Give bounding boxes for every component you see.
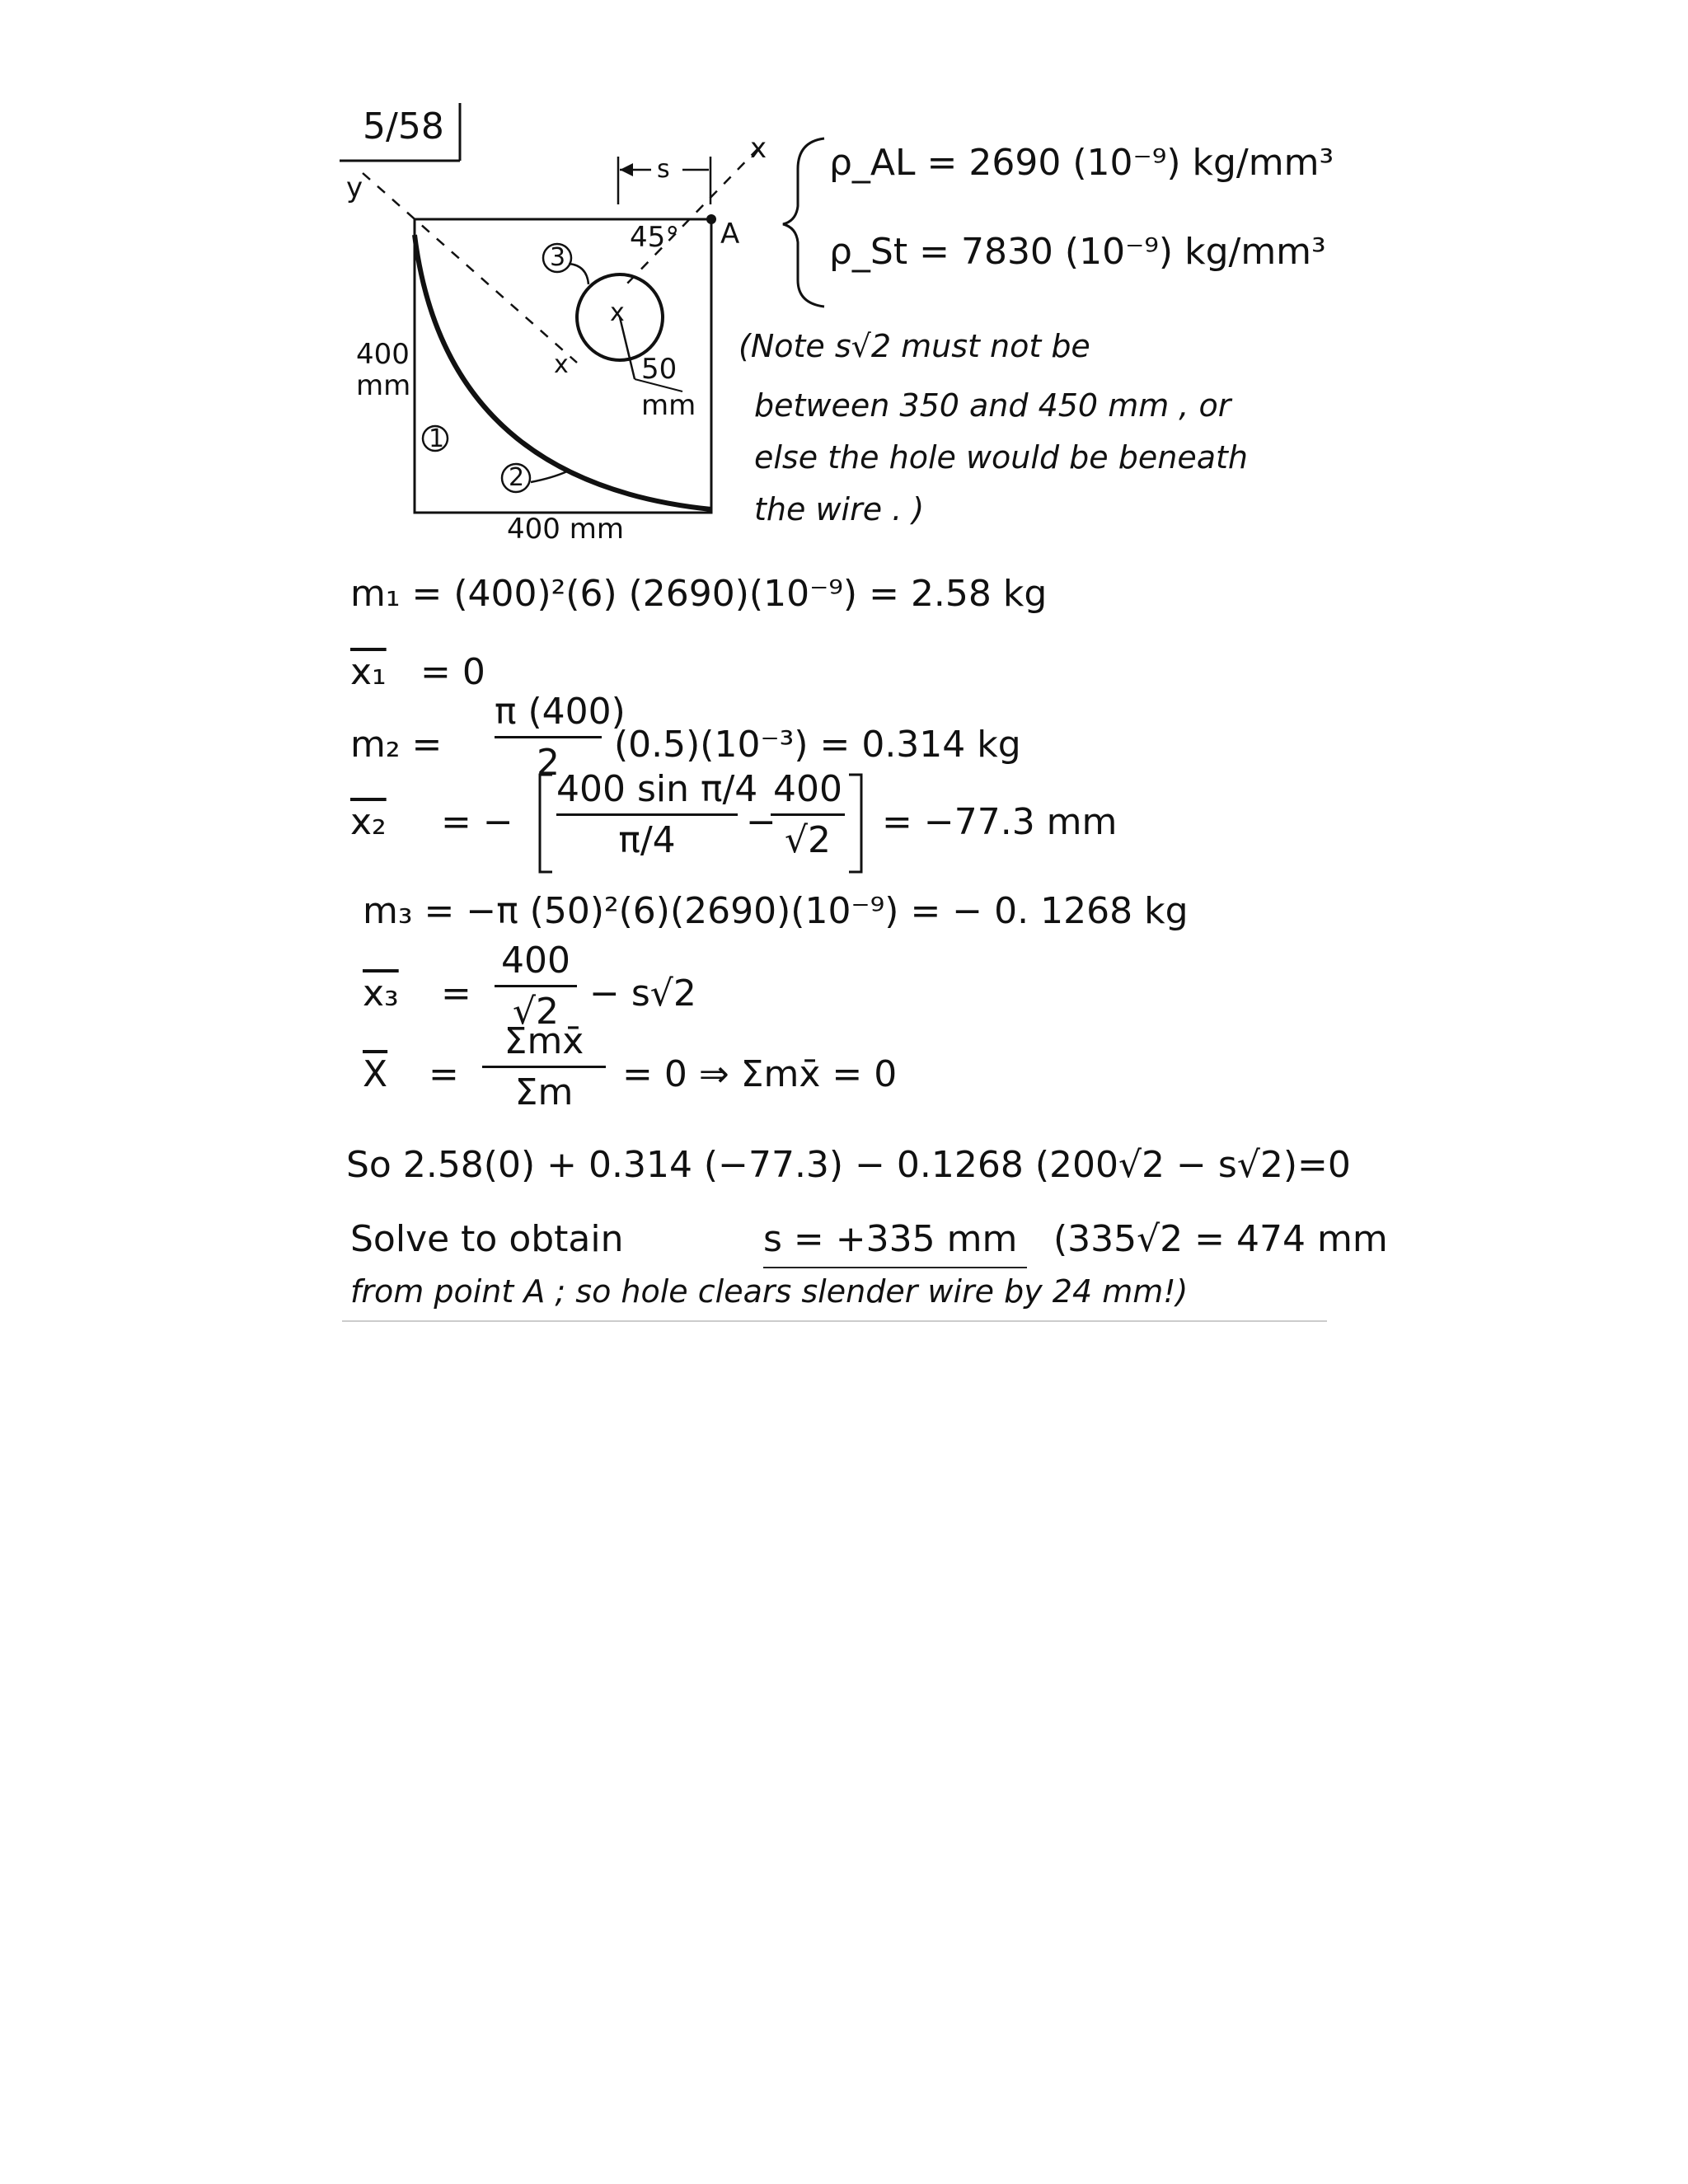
final-remark: from point A ; so hole clears slender wire by 24 mm!) xyxy=(350,1273,1189,1310)
part3-label: 3 xyxy=(550,243,566,272)
note-line-2: between 350 and 450 mm , or xyxy=(754,387,1231,424)
X-fraction-bar xyxy=(482,1066,606,1068)
x2-fraction-bar-2 xyxy=(771,813,845,816)
x3-numerator: 400 xyxy=(501,940,570,982)
x2-numerator-2: 400 xyxy=(773,768,842,810)
m2-denominator: 2 xyxy=(537,742,560,784)
X-numerator: Σmx̄ xyxy=(504,1020,584,1062)
equation-x3-lhs: x₃ xyxy=(363,972,399,1015)
equation-m1: m₁ = (400)²(6) (2690)(10⁻⁹) = 2.58 kg xyxy=(350,573,1048,615)
equation-x1-rhs: = 0 xyxy=(420,651,485,693)
equation-x3-eq: = xyxy=(441,972,471,1015)
centroid-mark: x xyxy=(554,350,569,379)
x2-fraction-bar-1 xyxy=(556,813,738,816)
equation-x2-fraction-2 xyxy=(771,768,845,861)
bottom-dim-label: 400 mm xyxy=(507,513,624,546)
angle-label: 45° xyxy=(630,221,680,254)
solve-answer: s = +335 mm xyxy=(763,1218,1018,1260)
equation-x2-minus: − xyxy=(746,801,776,843)
axis-y-label: y xyxy=(346,171,363,204)
solve-check: (335√2 = 474 mm xyxy=(1053,1218,1388,1260)
x3-fraction-bar xyxy=(495,985,577,987)
density-brace xyxy=(783,138,824,307)
y-axis-dashed xyxy=(363,173,577,363)
x2-right-bracket xyxy=(849,775,861,872)
equation-m2-lhs: m₂ = xyxy=(350,724,443,766)
s-dim-arrow xyxy=(620,163,633,176)
solve-text: Solve to obtain xyxy=(350,1218,624,1260)
equation-x2-eq: = − xyxy=(441,801,513,843)
equation-so: So 2.58(0) + 0.314 (−77.3) − 0.1268 (200√2 − s√2)=0 xyxy=(346,1144,1351,1186)
x3-denominator: √2 xyxy=(512,991,560,1033)
part3-leader xyxy=(569,264,588,284)
equation-X-lhs: $\overline{X}$ xyxy=(363,1053,388,1095)
equation-m2-rest: (0.5)(10⁻³) = 0.314 kg xyxy=(614,724,1021,766)
x2-left-bracket xyxy=(540,775,552,872)
equation-x3-fraction xyxy=(495,940,577,1033)
equation-x3-rest: − s√2 xyxy=(589,972,696,1015)
point-a-label: A xyxy=(720,218,740,251)
hole-center-mark: x xyxy=(610,298,625,327)
note-line-3: else the hole would be beneath xyxy=(754,439,1248,476)
equation-x2-result: = −77.3 mm xyxy=(882,801,1118,843)
equation-X-rest: = 0 ⇒ Σmx̄ = 0 xyxy=(622,1053,898,1095)
side-dim-unit: mm xyxy=(356,369,411,402)
part1-label: 1 xyxy=(429,424,445,453)
side-dim-value: 400 xyxy=(356,338,410,371)
m2-fraction-bar xyxy=(495,736,602,738)
radius-unit: mm xyxy=(641,389,696,422)
point-a-dot xyxy=(706,214,716,224)
X-denominator: Σm xyxy=(514,1071,574,1113)
axis-x-label: x xyxy=(750,132,767,165)
radius-value: 50 xyxy=(641,353,678,386)
note-line-1: (Note s√2 must not be xyxy=(738,328,1090,364)
part2-leader xyxy=(531,471,567,482)
note-line-4: the wire . ) xyxy=(754,491,925,527)
dim-s-label: s xyxy=(657,155,670,184)
density-steel: ρ_St = 7830 (10⁻⁹) kg/mm³ xyxy=(829,231,1326,273)
equation-X-eq: = xyxy=(429,1053,459,1095)
equation-m3: m₃ = −π (50)²(6)(2690)(10⁻⁹) = − 0. 1268 kg xyxy=(363,890,1189,932)
part2-label: 2 xyxy=(509,463,525,492)
m2-numerator: π (400) xyxy=(495,691,626,733)
equation-x2-lhs: x₂ xyxy=(350,801,387,843)
x2-numerator-1: 400 sin π/4 xyxy=(556,768,758,810)
x2-denominator-2: √2 xyxy=(784,819,832,861)
equation-x2-fraction-1 xyxy=(556,768,758,861)
problem-number: 5/58 xyxy=(363,105,444,148)
x2-denominator-1: π/4 xyxy=(618,819,676,861)
equation-X-fraction xyxy=(482,1020,606,1113)
equation-x1-lhs: x₁ xyxy=(350,651,387,693)
density-aluminum: ρ_AL = 2690 (10⁻⁹) kg/mm³ xyxy=(829,142,1334,184)
